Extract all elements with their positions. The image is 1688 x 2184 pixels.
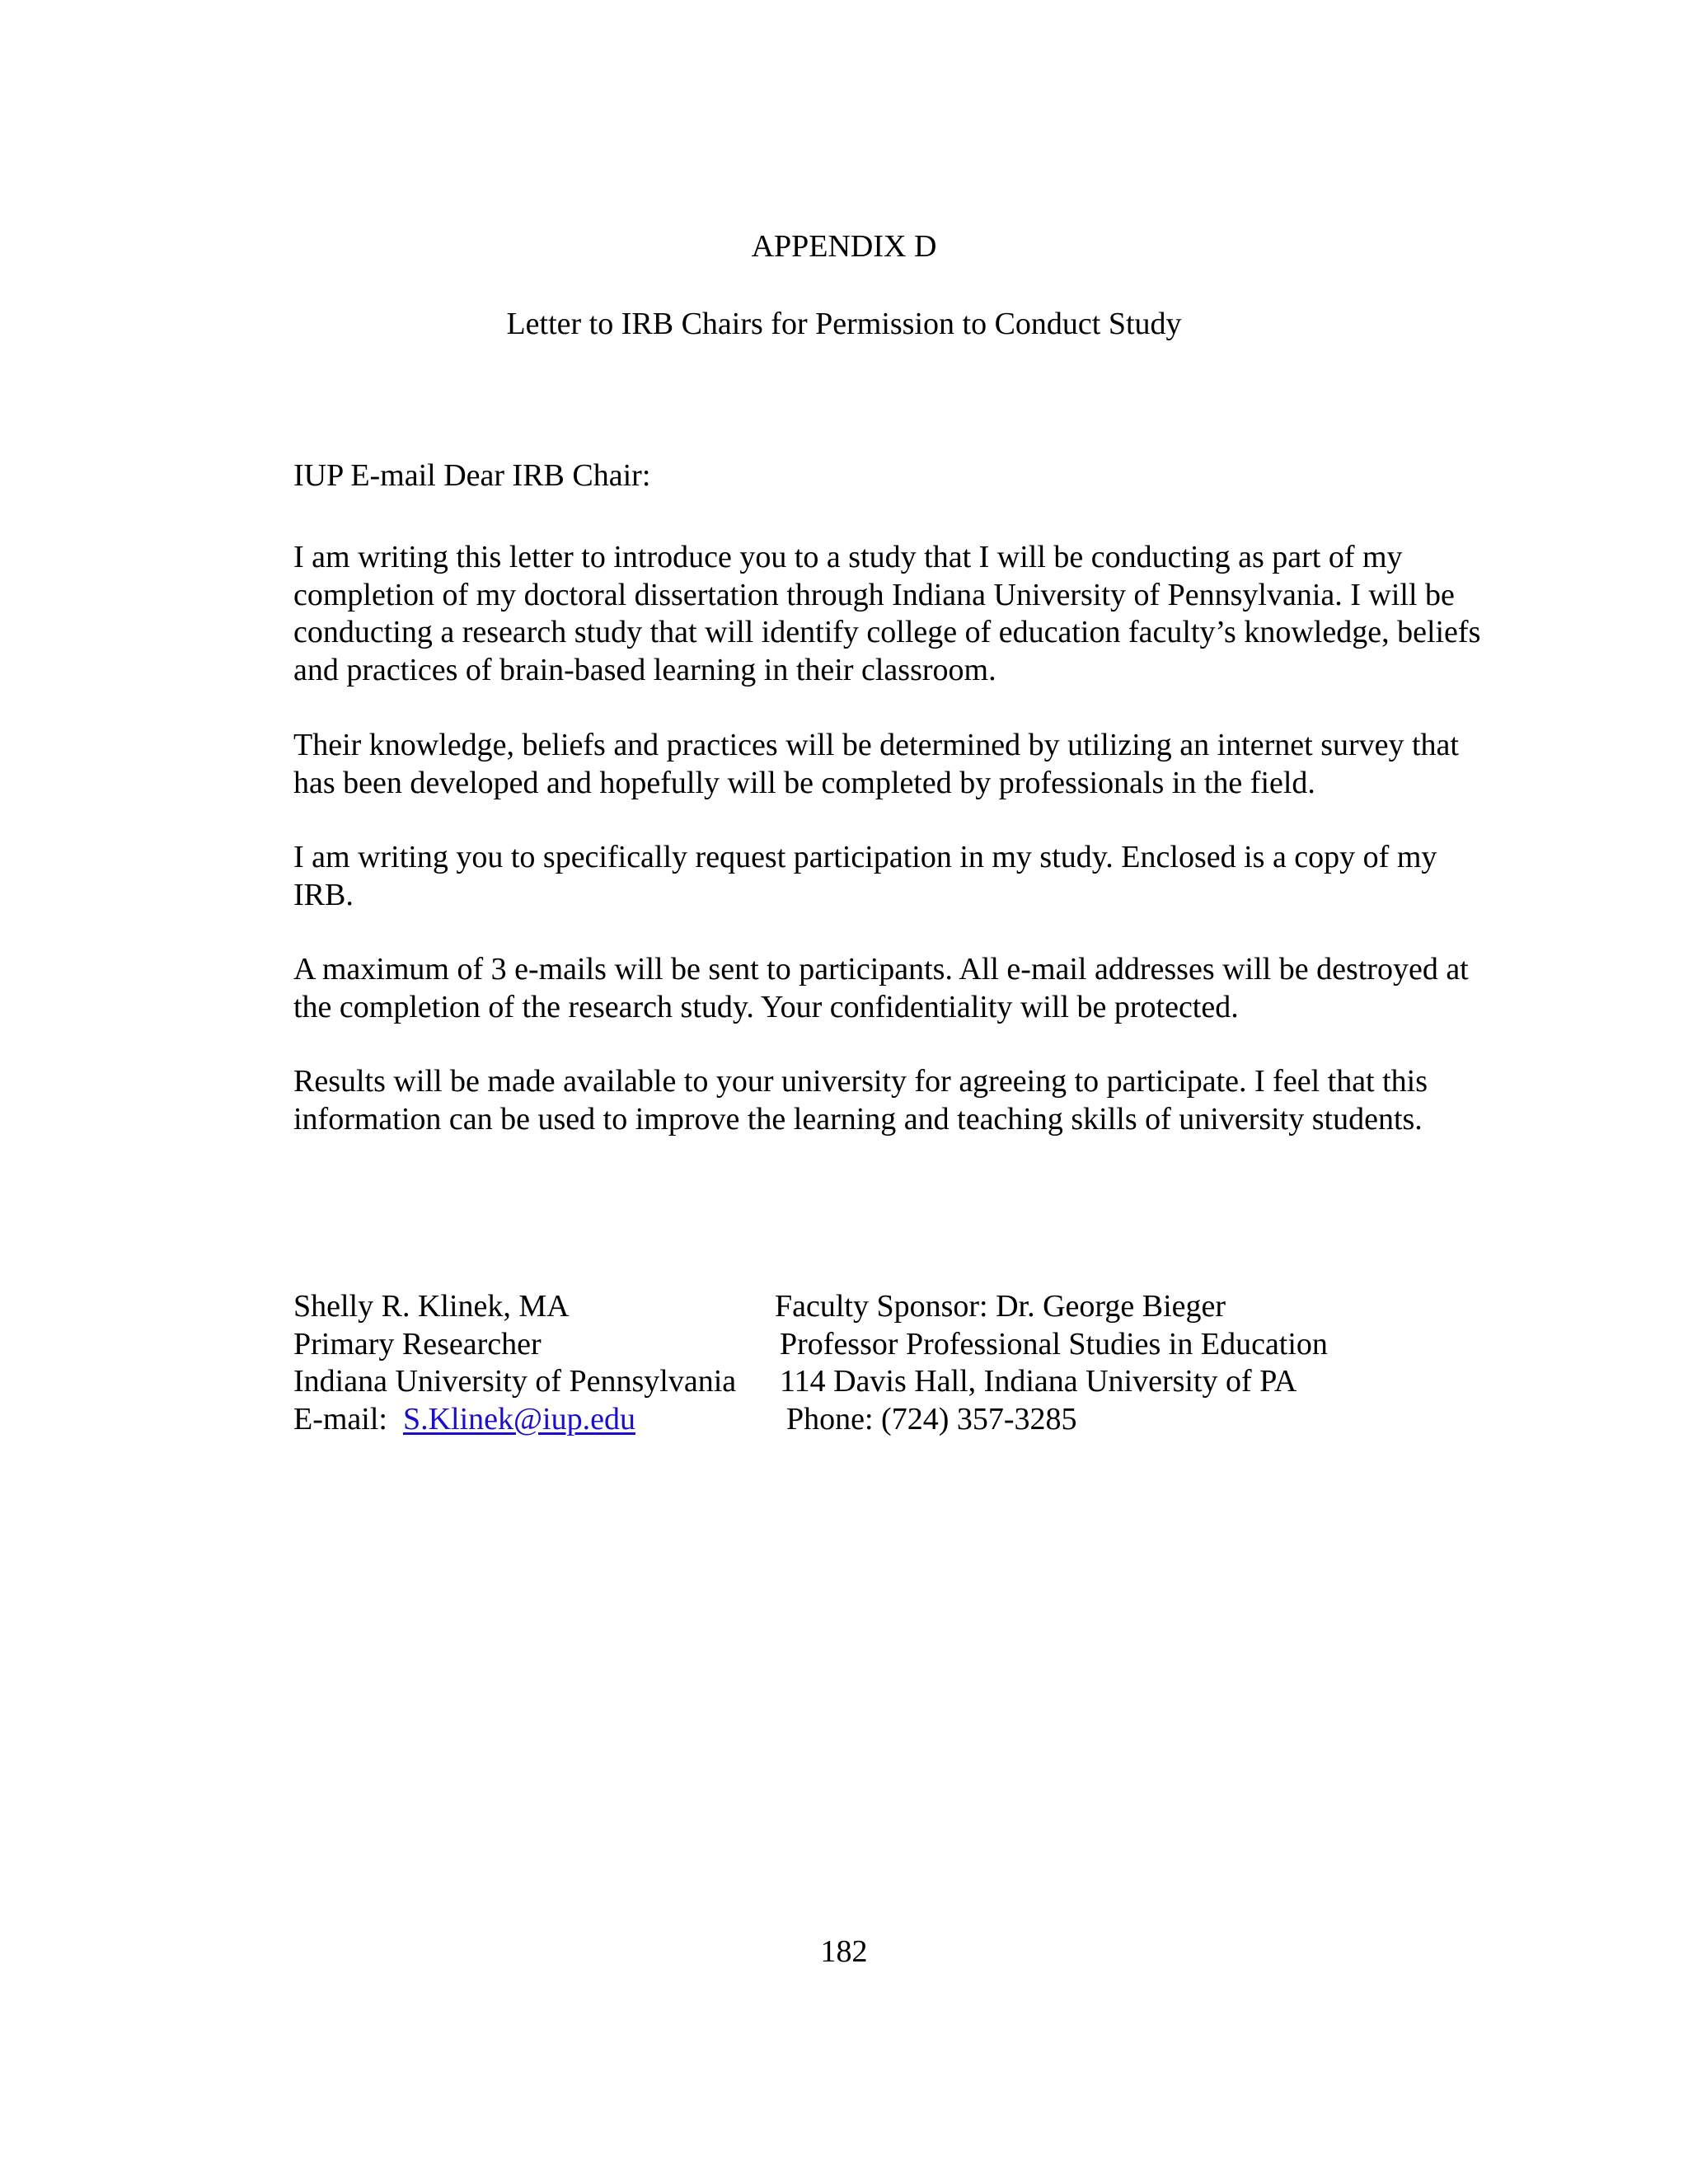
paragraph-request: I am writing you to specifically request participation in my study. Enclosed is a copy of my IRB. xyxy=(293,840,1437,912)
email-label: E-mail: xyxy=(293,1401,403,1436)
paragraph-results: Results will be made available to your university for agreeing to participate. I feel that this information can be used to improve the learning and teaching skills of university students. xyxy=(293,1064,1428,1137)
paragraph-confidentiality: A maximum of 3 e-mails will be sent to participants. All e-mail addresses will be destroyed at the completion of the research study. Your confidentiality will be protected. xyxy=(293,952,1469,1024)
researcher-role: Primary Researcher xyxy=(293,1326,542,1361)
salutation: IUP E-mail Dear IRB Chair: xyxy=(293,458,651,493)
sponsor-address: 114 Davis Hall, Indiana University of PA xyxy=(780,1364,1297,1399)
sponsor-name: Faculty Sponsor: Dr. George Bieger xyxy=(775,1289,1226,1324)
researcher-institution: Indiana University of Pennsylvania xyxy=(293,1364,737,1399)
sponsor-title: Professor Professional Studies in Education xyxy=(780,1326,1328,1361)
researcher-email-link[interactable]: S.Klinek@iup.edu xyxy=(402,1401,635,1436)
researcher-email-line xyxy=(293,1401,736,1439)
paragraph-survey: Their knowledge, beliefs and practices will be determined by utilizing an internet survey that has been developed and hopefully will be completed by professionals in the field. xyxy=(293,728,1459,800)
paragraph-introduction: I am writing this letter to introduce you to a study that I will be conducting as part of my completion of my doctoral dissertation through Indiana University of Pennsylvania. I will be conducting a research study that will identify college of education faculty’s knowledge, beliefs and practices of brain-based learning in their classroom. xyxy=(293,540,1481,687)
appendix-title: APPENDIX D xyxy=(751,229,937,264)
researcher-signature xyxy=(293,1288,736,1438)
sponsor-phone: Phone: (724) 357-3285 xyxy=(786,1401,1077,1436)
page-number: 182 xyxy=(820,1934,868,1969)
sponsor-signature xyxy=(775,1288,1328,1438)
researcher-name: Shelly R. Klinek, MA xyxy=(293,1289,570,1324)
letter-subtitle: Letter to IRB Chairs for Permission to Conduct Study xyxy=(506,307,1182,341)
